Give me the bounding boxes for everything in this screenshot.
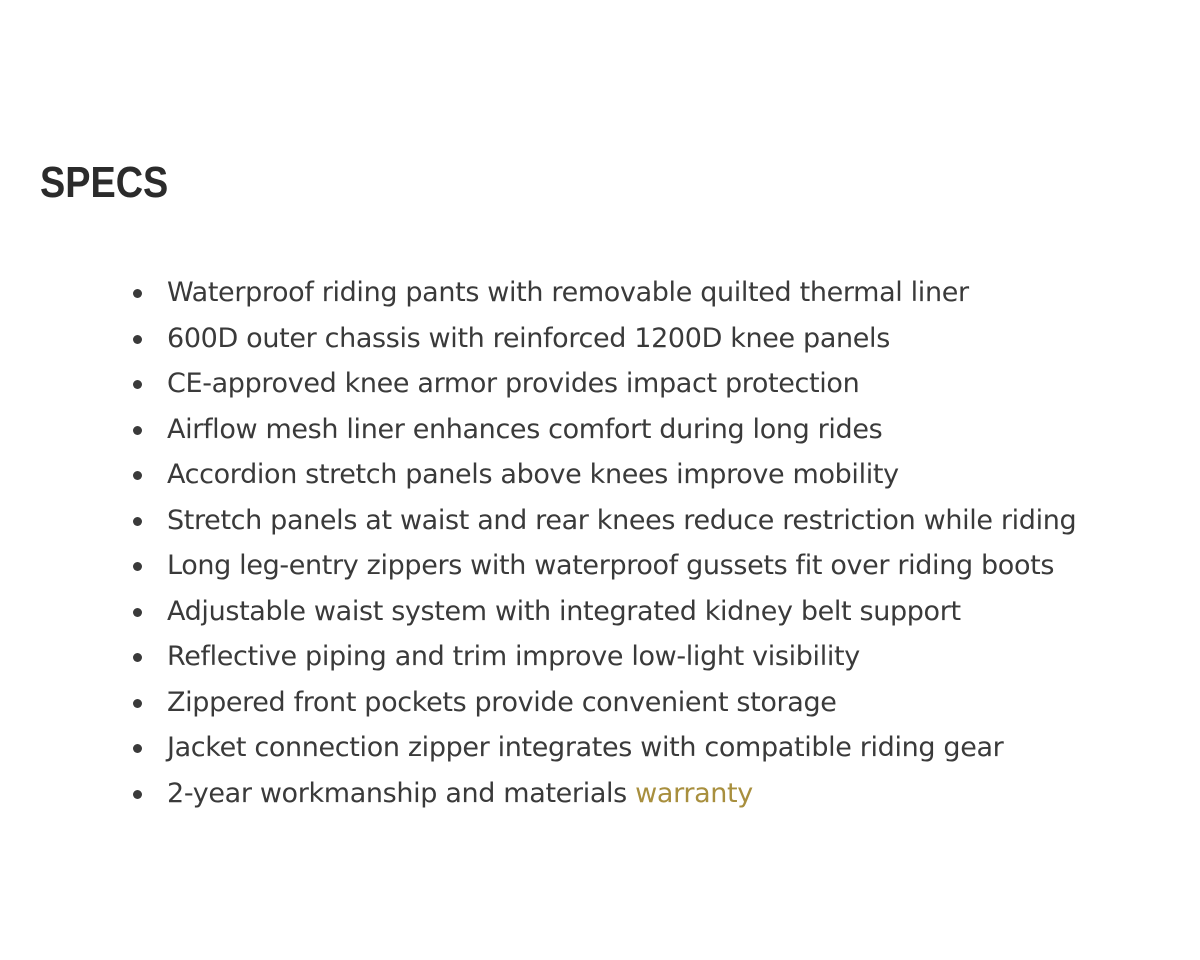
- spec-item: [130, 725, 1076, 771]
- spec-item-text: Accordion stretch panels above knees improve mobility: [167, 459, 899, 490]
- bullet-icon: [133, 744, 142, 753]
- bullet-icon: [133, 471, 142, 480]
- specs-list: [130, 270, 1076, 816]
- spec-item: [130, 543, 1076, 589]
- spec-item-text: CE-approved knee armor provides impact protection: [167, 368, 860, 399]
- spec-item: [130, 634, 1076, 680]
- bullet-icon: [133, 790, 142, 799]
- spec-item: [130, 270, 1076, 316]
- spec-item: [130, 589, 1076, 635]
- bullet-icon: [133, 426, 142, 435]
- spec-item: [130, 361, 1076, 407]
- spec-item-text: Reflective piping and trim improve low-light visibility: [167, 641, 860, 672]
- spec-item-text: Jacket connection zipper integrates with compatible riding gear: [167, 732, 1004, 763]
- spec-item-text: Zippered front pockets provide convenient storage: [167, 686, 837, 718]
- spec-item-text: 600D outer chassis with reinforced 1200D knee panels: [167, 322, 890, 354]
- bullet-icon: [133, 653, 142, 662]
- bullet-icon: [133, 608, 142, 617]
- spec-item: [130, 316, 1076, 362]
- bullet-icon: [133, 517, 142, 526]
- spec-item: [130, 452, 1076, 498]
- spec-item-text: Adjustable waist system with integrated kidney belt support: [167, 595, 961, 627]
- bullet-icon: [133, 380, 142, 389]
- spec-item-text: Stretch panels at waist and rear knees reduce restriction while riding: [167, 504, 1077, 536]
- spec-item-text: Airflow mesh liner enhances comfort during long rides: [167, 413, 883, 445]
- spec-item-warranty: [130, 771, 1076, 817]
- specs-heading: SPECS: [40, 158, 169, 207]
- bullet-icon: [133, 699, 142, 708]
- bullet-icon: [133, 335, 142, 344]
- spec-item-text: Waterproof riding pants with removable quilted thermal liner: [167, 277, 969, 308]
- warranty-link[interactable]: warranty: [635, 777, 753, 809]
- spec-item: [130, 498, 1076, 544]
- bullet-icon: [133, 289, 142, 298]
- spec-item-text: Long leg-entry zippers with waterproof gussets fit over riding boots: [167, 550, 1055, 581]
- spec-item: [130, 680, 1076, 726]
- spec-item: [130, 407, 1076, 453]
- spec-item-text: 2-year workmanship and materials: [167, 777, 636, 809]
- bullet-icon: [133, 562, 142, 571]
